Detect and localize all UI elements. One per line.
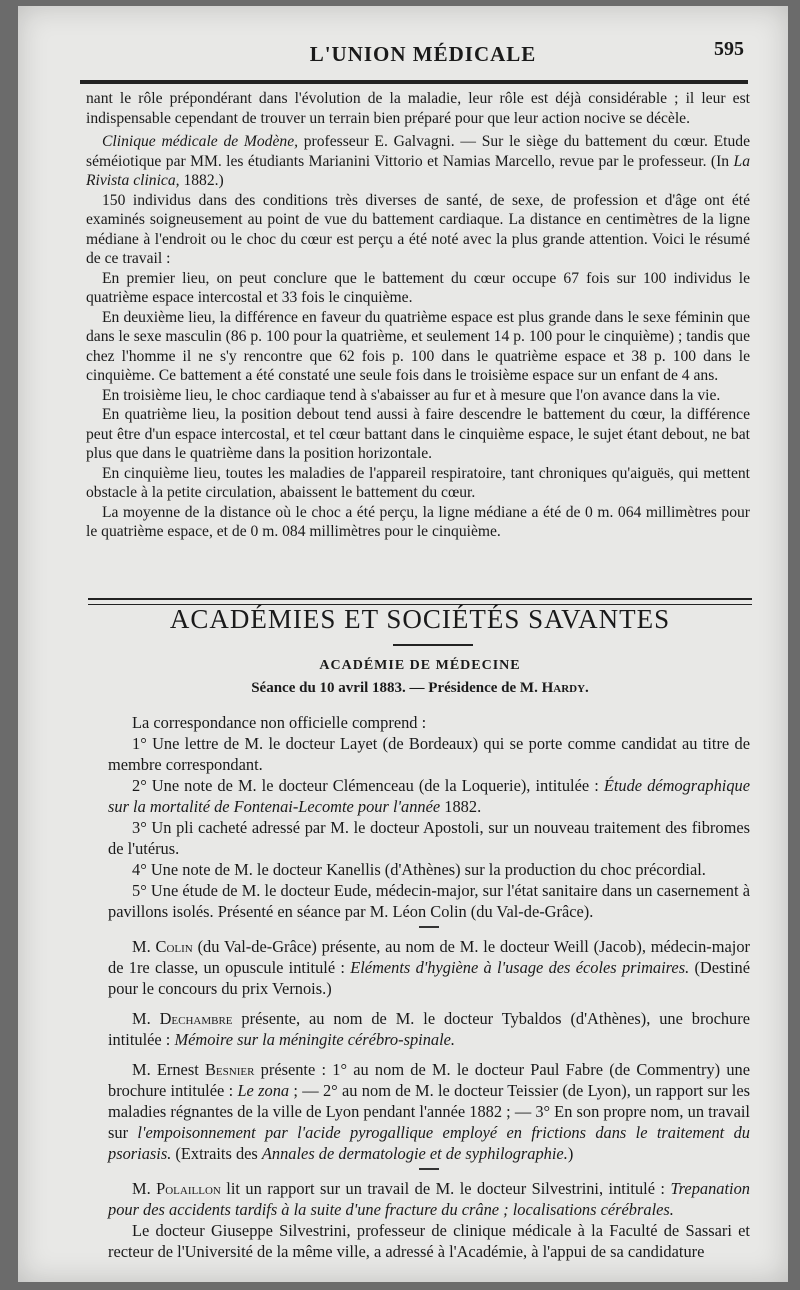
- text: (du Val-de-Grâce) présente, au nom de M. le docteur Weill (Jacob), médecin-major de 1re classe, un opuscule intitulé :: [108, 937, 750, 977]
- text: ; — 2° au nom de M. le docteur Teissier (de Lyon), un rapport sur les maladies régnantes de la ville de Lyon pendant l'année 1882 ; — 3° En son propre nom, un travail sur: [108, 1081, 751, 1142]
- paragraph: [108, 1059, 750, 1164]
- list-item: 3° Un pli cacheté adressé par M. le docteur Apostoli, sur un nouveau traitement des fibromes de l'utérus.: [108, 818, 750, 858]
- item-title: Étude démographique sur la mortalité de Fontenai-Lecomte pour l'année: [108, 776, 750, 816]
- work-title: Le zona: [237, 1081, 290, 1100]
- text: M.: [132, 937, 156, 956]
- page-number: 595: [714, 38, 744, 60]
- text: M.: [132, 1179, 157, 1198]
- list-item: [108, 775, 750, 817]
- paragraph: [108, 1178, 750, 1220]
- session-line: [88, 680, 752, 697]
- text: lit un rapport sur un travail de M. le docteur Silvestrini, intitulé :: [220, 1179, 671, 1198]
- title-underline: [393, 644, 473, 646]
- session-report: [108, 712, 750, 1262]
- text: (Destiné pour le concours du prix Vernois.): [108, 958, 750, 998]
- journal-title: Annales de dermatologie et de syphilographie.: [261, 1144, 568, 1163]
- paragraph: 150 individus dans des conditions très diverses de santé, de sexe, de profession et d'âge ont été examinés soigneusement au point de vue du battement cardiaque. La distance en centimètres de la ligne médiane à l'endroit ou le choc du cœur est perçu a été noté avec la plus grande attention. Voici le résumé de ce travail :: [86, 191, 750, 267]
- paragraph: En deuxième lieu, la différence en faveur du quatrième espace est plus grande dans le sexe féminin que dans le sexe masculin (86 p. 100 pour la quatrième, et seulement 14 p. 100 pour le cinquième) ; tandis que chez l'homme il ne s'y rencontre que 62 fois p. 100 dans le quatrième espace et 38 p. 100 dans le cinquième. Ce battement a été constaté une seule fois dans le troisième espace sur un enfant de 4 ans.: [86, 308, 750, 384]
- text: présente, au nom de M. le docteur Tybaldos (d'Athènes), une brochure intitulée :: [108, 1009, 750, 1049]
- page-header: [88, 36, 758, 76]
- paragraph: [108, 1008, 750, 1050]
- source-text: professeur E. Galvagni. — Sur le siège du battement du cœur. Etude séméiotique par MM. les étudiants Marianini Vittorio et Namias Marcello, revue par le professeur. (In: [86, 133, 751, 170]
- text: M.: [132, 1009, 160, 1028]
- paragraph: La moyenne de la distance où le choc a été perçu, la ligne médiane a été de 0 m. 064 millimètres pour le quatrième espace, et de 0 m. 084 millimètres pour le cinquième.: [86, 503, 750, 540]
- list-item: 1° Une lettre de M. le docteur Layet (de Bordeaux) qui se porte comme candidat au titre de membre correspondant.: [108, 734, 750, 774]
- text: présente : 1° au nom de M. le docteur Paul Fabre (de Commentry) une brochure intitulée :: [108, 1060, 750, 1100]
- person-name: Colin: [155, 937, 193, 956]
- separator-dash: [419, 926, 439, 928]
- paragraph-source: [86, 132, 750, 191]
- paragraph: En troisième lieu, le choc cardiaque tend à s'abaisser au fur et à mesure que l'on avance dans la vie.: [102, 386, 721, 404]
- header-rule: [80, 80, 748, 84]
- person-name: Dechambre: [159, 1009, 233, 1028]
- person-name: Besnier: [205, 1060, 255, 1079]
- item-year: 1882.: [440, 797, 482, 816]
- running-title: L'UNION MÉDICALE: [309, 42, 537, 66]
- separator-dash: [419, 1168, 439, 1170]
- page-sheet: [18, 6, 788, 1282]
- paragraph: En quatrième lieu, la position debout tend aussi à faire descendre le battement du cœur, la différence peut être d'un espace intercostal, et tel cœur battant dans le cinquième espace, le sujet étant debout, ne bat plus que dans le quatrième dans la position horizontale.: [86, 406, 750, 462]
- paragraph: La correspondance non officielle comprend :: [132, 713, 427, 732]
- work-title: Eléments d'hygiène à l'usage des écoles primaires.: [350, 958, 690, 977]
- paragraph: [108, 936, 750, 999]
- journal-title: La Rivista clinica,: [86, 152, 750, 189]
- article-continuation: [86, 89, 750, 542]
- president-name: Hardy.: [541, 680, 589, 696]
- work-title: l'empoisonnement par l'acide pyrogallique employé en frictions dans le traitement du psoriasis.: [108, 1123, 750, 1163]
- work-title: Mémoire sur la méningite cérébro-spinale.: [174, 1030, 456, 1049]
- list-item: 4° Une note de M. le docteur Kanellis (d'Athènes) sur la production du choc précordial.: [132, 860, 706, 879]
- text: (Extraits des: [171, 1144, 262, 1163]
- person-name: Polaillon: [156, 1179, 221, 1198]
- work-title: Trepanation pour des accidents tardifs à la suite d'une fracture du crâne ; localisations cérébrales.: [108, 1179, 750, 1219]
- paragraph: En cinquième lieu, toutes les maladies de l'appareil respiratoire, tant chroniques qu'aiguës, qui mettent obstacle à la petite circulation, abaissent le battement du cœur.: [86, 464, 750, 501]
- list-item: 5° Une étude de M. le docteur Eude, médecin-major, sur l'état sanitaire dans un casernement à pavillons isolés. Présenté en séance par M. Léon Colin (du Val-de-Grâce).: [108, 881, 750, 921]
- paragraph: En premier lieu, on peut conclure que le battement du cœur occupe 67 fois sur 100 individus le quatrième espace intercostal et 33 fois le cinquième.: [86, 269, 750, 306]
- paragraph: nant le rôle prépondérant dans l'évolution de la maladie, leur rôle est déjà considérable ; il leur est indispensable cependant de trouver un terrain bien préparé pour que leur action nocive se décèle.: [86, 90, 750, 127]
- spacer: [108, 999, 750, 1008]
- source-year: 1882.): [179, 172, 224, 189]
- source-title: Clinique médicale de Modène,: [102, 133, 299, 150]
- paragraph: Le docteur Giuseppe Silvestrini, professeur de clinique médicale à la Faculté de Sassari et recteur de l'Université de la même ville, a adressé à l'Académie, à l'appui de sa candidature: [108, 1221, 750, 1261]
- text: ): [567, 1144, 574, 1163]
- session-text: Séance du 10 avril 1883. — Présidence de M.: [251, 680, 542, 696]
- text: M. Ernest: [132, 1060, 205, 1079]
- item-text: 2° Une note de M. le docteur Clémenceau (de la Loquerie), intitulée :: [132, 776, 604, 795]
- spacer: [108, 1050, 750, 1059]
- section-title: ACADÉMIES ET SOCIÉTÉS SAVANTES: [169, 604, 671, 634]
- academy-title: ACADÉMIE DE MÉDECINE: [319, 658, 521, 673]
